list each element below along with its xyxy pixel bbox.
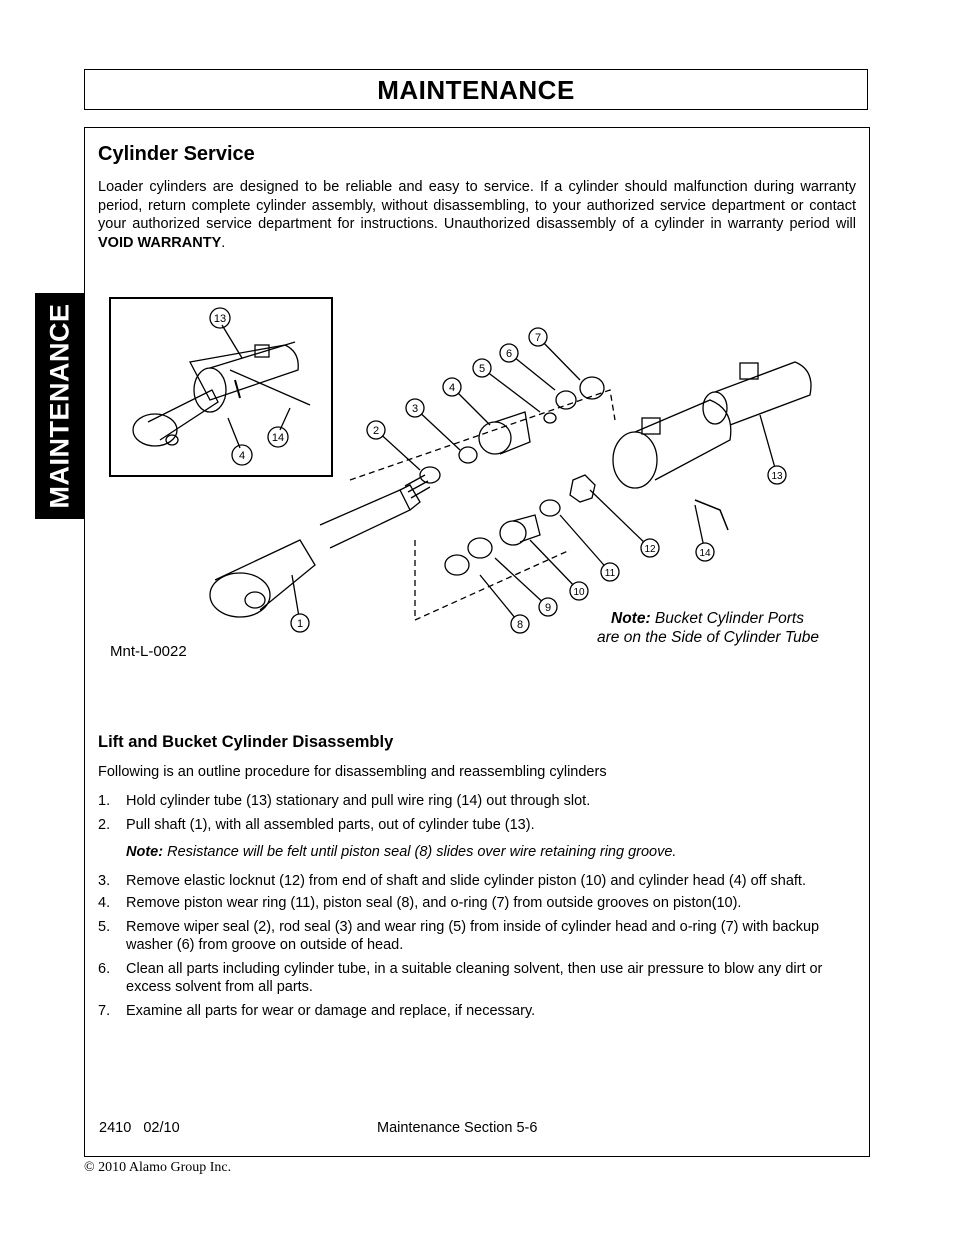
svg-text:14: 14	[271, 432, 285, 444]
figure-note-line2: are on the Side of Cylinder Tube	[597, 629, 820, 646]
cylinder-tube	[613, 362, 811, 530]
callout-leader	[530, 540, 579, 591]
callout-number: 13	[771, 471, 783, 482]
procedure-note-text: Resistance will be felt until piston seal (8) slides over wire retaining ring groove.	[167, 844, 677, 860]
callout-12	[590, 490, 659, 557]
callout-number: 7	[534, 332, 542, 344]
callout-13	[760, 415, 786, 484]
intro-paragraph	[98, 178, 856, 252]
step-number: 4.	[98, 895, 111, 911]
intro-end: .	[221, 234, 226, 251]
step-text: Remove elastic locknut (12) from end of shaft and slide cylinder piston (10) and cylinder head (4) off shaft.	[126, 873, 806, 889]
figure-note-text1: Bucket Cylinder Ports	[654, 610, 804, 627]
callout-number: 4	[448, 382, 456, 394]
page-header-title: MAINTENANCE	[377, 75, 575, 105]
void-warranty-text: VOID WARRANTY	[98, 234, 222, 251]
step-text: Remove piston wear ring (11), piston seal (8), and o-ring (7) from outside grooves on piston(10).	[126, 895, 742, 911]
inset-callout-13	[210, 308, 242, 358]
step-number: 7.	[98, 1003, 111, 1019]
step-text: Hold cylinder tube (13) stationary and pull wire ring (14) out through slot.	[126, 793, 591, 809]
callout-6	[500, 344, 555, 390]
callout-number: 3	[411, 403, 419, 415]
callout-9	[495, 558, 557, 616]
procedure-note	[126, 844, 676, 860]
callout-4	[443, 378, 490, 425]
callout-number: 5	[478, 363, 486, 375]
page-header	[84, 69, 868, 110]
callout-number: 11	[604, 568, 616, 579]
figure-note-label: Note:	[611, 610, 651, 627]
cylinder-exploded-diagram	[100, 290, 860, 670]
side-tab-label: MAINTENANCE	[44, 303, 75, 509]
callout-1	[291, 575, 309, 632]
footer-model-number: 2410	[99, 1120, 132, 1136]
step-text: Examine all parts for wear or damage and replace, if necessary.	[126, 1003, 536, 1019]
callout-number: 10	[573, 587, 585, 598]
callout-leader	[560, 515, 610, 572]
step-number: 2.	[98, 817, 111, 833]
footer-model	[99, 1120, 180, 1136]
piston-parts	[445, 475, 595, 575]
footer-date: 02/10	[143, 1120, 180, 1136]
svg-text:13: 13	[213, 313, 227, 325]
svg-text:4: 4	[238, 450, 246, 462]
step-text: Clean all parts including cylinder tube, in a suitable cleaning solvent, then use air pressure to blow any dirt or excess solvent from all parts.	[126, 961, 823, 995]
callout-3	[406, 399, 460, 450]
side-tab	[35, 293, 85, 519]
step-number: 5.	[98, 919, 111, 935]
callout-10	[530, 540, 588, 600]
step-text: Remove wiper seal (2), rod seal (3) and wear ring (5) from inside of cylinder head and o-ring (7) with backup washer (6) from groove on outside of head.	[126, 919, 820, 953]
inset-callout-4	[228, 418, 252, 465]
procedure-lead: Following is an outline procedure for disassembling and reassembling cylinders	[98, 764, 607, 780]
callout-number: 6	[505, 348, 513, 360]
callout-number: 9	[544, 602, 552, 614]
callout-5	[473, 359, 540, 412]
figure-note-line1	[611, 610, 804, 627]
step-number: 3.	[98, 873, 111, 889]
callout-leader	[482, 368, 540, 412]
inset-cylinder	[133, 342, 310, 446]
procedure-title: Lift and Bucket Cylinder Disassembly	[98, 733, 394, 751]
section-title: Cylinder Service	[98, 143, 255, 165]
callout-number: 8	[516, 619, 524, 631]
figure-id: Mnt-L-0022	[110, 643, 187, 660]
step-number: 6.	[98, 961, 111, 977]
inset-callout-14	[268, 408, 290, 447]
callout-number: 2	[372, 425, 380, 437]
callout-8	[480, 575, 529, 633]
callout-7	[529, 328, 580, 380]
callout-number: 1	[296, 618, 304, 630]
callout-number: 12	[644, 544, 656, 555]
step-text: Pull shaft (1), with all assembled parts, out of cylinder tube (13).	[126, 817, 535, 833]
callout-leader	[590, 490, 650, 548]
callout-number: 14	[699, 548, 711, 559]
footer-copyright: © 2010 Alamo Group Inc.	[84, 1160, 232, 1175]
callout-14	[695, 505, 714, 561]
callout-2	[367, 421, 420, 470]
callout-11	[560, 515, 619, 581]
footer-section: Maintenance Section 5-6	[377, 1120, 538, 1136]
shaft-part	[210, 475, 430, 617]
intro-text: Loader cylinders are designed to be reliable and easy to service. If a cylinder should malfunction during warranty period, return complete cylinder assembly, without disassembling, to your authorized service department or contact your authorized service department for instructions. Unauthorized disassembly of a cylinder in warranty period will	[98, 179, 856, 233]
step-number: 1.	[98, 793, 111, 809]
callouts	[291, 328, 786, 633]
procedure-note-label: Note:	[126, 844, 164, 860]
callout-leader	[495, 558, 548, 607]
